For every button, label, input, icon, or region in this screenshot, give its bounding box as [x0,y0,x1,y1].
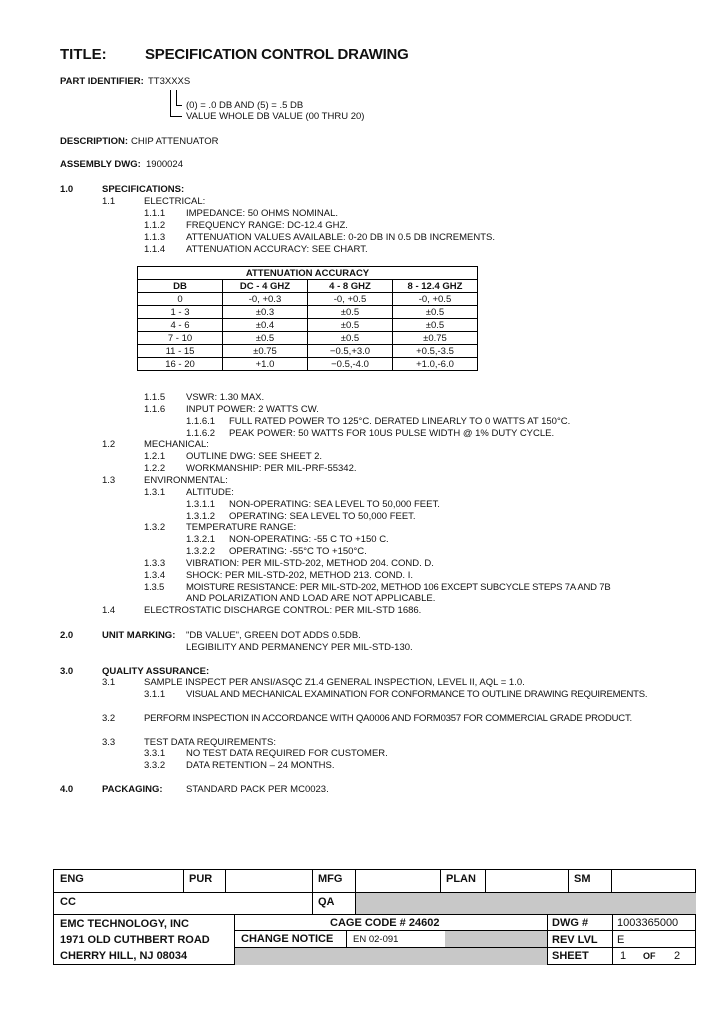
change-notice-label: CHANGE NOTICE [241,933,334,945]
company-name: EMC TECHNOLOGY, INC [60,918,189,930]
item-number: 1.3.1.2 [186,511,216,522]
table-cell: 4 - 6 [138,319,223,332]
item-text: SHOCK: PER MIL-STD-202, METHOD 213. COND. I. [186,570,413,581]
bracket-line [176,105,182,106]
item-number: 1.1.4 [144,244,166,255]
attenuation-table [137,266,478,371]
table-cell: 7 - 10 [138,332,223,345]
cc-label: CC [60,896,76,908]
table-cell: ±0.5 [308,332,393,345]
table-cell: ±0.75 [393,332,478,345]
table-cell: −0.5,-4.0 [308,358,393,371]
table-row [138,332,478,345]
table-cell: -0, +0.5 [308,293,393,306]
grey-fill [235,948,547,965]
section-number: 4.0 [60,784,74,795]
item-number: 1.2.1 [144,451,166,462]
mfg-label: MFG [318,873,343,885]
table-cell: ±0.5 [308,319,393,332]
divider [440,869,441,893]
item-number: 1.3.2.1 [186,534,216,545]
part-identifier-value: TT3XXXS [148,76,191,87]
item-number: 1.1.2 [144,220,166,231]
column-header: DB [138,280,223,293]
assembly-value: 1900024 [146,159,183,170]
cage-code: CAGE CODE # 24602 [330,917,440,929]
item-text: IMPEDANCE: 50 OHMS NOMINAL. [186,208,339,219]
item-text: TEST DATA REQUIREMENTS: [144,737,276,748]
table-title-row [138,267,478,280]
title-label: TITLE: [60,46,107,63]
table-cell: 1 - 3 [138,306,223,319]
divider [485,869,486,893]
description-value: CHIP ATTENUATOR [131,136,219,147]
table-cell: ±0.4 [223,319,308,332]
table-cell: ±0.5 [223,332,308,345]
section-number: 1.0 [60,184,74,195]
item-text: VSWR: 1.30 MAX. [186,392,265,403]
item-number: 1.4 [102,605,116,616]
item-text: ATTENUATION VALUES AVAILABLE: 0-20 DB IN 0.5 DB INCREMENTS. [186,232,496,243]
item-number: 1.1.6.2 [186,428,216,439]
table-row [138,345,478,358]
table-cell: +1.0,-6.0 [393,358,478,371]
bracket-line [176,90,177,106]
divider [183,869,184,893]
item-number: 1.1.6 [144,404,166,415]
item-number: 3.1 [102,677,116,688]
page-title: SPECIFICATION CONTROL DRAWING [145,46,409,63]
item-number: 3.3.1 [144,748,166,759]
section-number: 3.0 [60,666,74,677]
item-text: TEMPERATURE RANGE: [186,522,297,533]
divider [312,869,313,915]
item-text: "DB VALUE", GREEN DOT ADDS 0.5DB. [186,630,361,641]
item-number: 1.3.4 [144,570,166,581]
table-cell: ±0.5 [308,306,393,319]
eng-label: ENG [60,873,84,885]
table-cell: 16 - 20 [138,358,223,371]
bracket-line [170,116,182,117]
item-text: AND POLARIZATION AND LOAD ARE NOT APPLICABLE. [186,593,436,604]
table-cell: ±0.75 [223,345,308,358]
item-text: INPUT POWER: 2 WATTS CW. [186,404,319,415]
item-number: 1.3.3 [144,558,166,569]
item-number: 1.3.2.2 [186,546,216,557]
table-cell: -0, +0.5 [393,293,478,306]
item-text: SAMPLE INSPECT PER ANSI/ASQC Z1.4 GENERAL INSPECTION, LEVEL II, AQL = 1.0. [144,677,525,688]
table-cell: 11 - 15 [138,345,223,358]
item-text: VISUAL AND MECHANICAL EXAMINATION FOR CONFORMANCE TO OUTLINE DRAWING REQUIREMENTS. [186,689,648,700]
item-text: OPERATING: SEA LEVEL TO 50,000 FEET. [229,511,416,522]
item-number: 3.1.1 [144,689,166,700]
item-text: OPERATING: -55°C TO +150°C. [229,546,367,557]
section-title-specifications: SPECIFICATIONS: [102,184,185,195]
part-identifier-label: PART IDENTIFIER: [60,76,144,87]
item-number: 1.3 [102,475,116,486]
divider [547,914,548,965]
item-text: ATTENUATION ACCURACY: SEE CHART. [186,244,368,255]
table-cell: +1.0 [223,358,308,371]
bracket-line [170,90,171,117]
item-text: WORKMANSHIP: PER MIL-PRF-55342. [186,463,357,474]
section-title-packaging: PACKAGING: [102,784,163,795]
dwg-value: 1003365000 [617,917,679,929]
item-text: ELECTRICAL: [144,196,206,207]
item-text: MECHANICAL: [144,439,209,450]
table-cell: −0.5,+3.0 [308,345,393,358]
item-text: OUTLINE DWG: SEE SHEET 2. [186,451,323,462]
table-row [138,319,478,332]
item-number: 3.2 [102,713,116,724]
item-number: 3.3.2 [144,760,166,771]
table-row [138,306,478,319]
section-number: 2.0 [60,630,74,641]
sm-label: SM [574,873,591,885]
company-address-1: 1971 OLD CUTHBERT ROAD [60,934,210,946]
column-header: DC - 4 GHZ [223,280,308,293]
pur-label: PUR [189,873,213,885]
item-number: 1.2.2 [144,463,166,474]
table-cell: -0, +0.3 [223,293,308,306]
table-row [138,358,478,371]
item-text: ALTITUDE: [186,487,234,498]
dwg-label: DWG # [552,917,589,929]
section-title-marking: UNIT MARKING: [102,630,176,641]
item-number: 1.1.3 [144,232,166,243]
column-header: 4 - 8 GHZ [308,280,393,293]
table-title: ATTENUATION ACCURACY [138,267,478,280]
sheet-total: 2 [674,950,681,962]
divider [225,869,226,893]
divider [612,914,613,965]
item-number: 1.3.5 [144,582,165,593]
plan-label: PLAN [446,873,476,885]
item-number: 1.3.1 [144,487,166,498]
rev-label: REV LVL [552,934,598,946]
sheet-of: OF [643,951,656,961]
item-text: MOISTURE RESISTANCE: PER MIL-STD-202, METHOD 106 EXCEPT SUBCYCLE STEPS 7A AND 7B [186,582,611,593]
section-title-quality: QUALITY ASSURANCE: [102,666,210,677]
item-number: 1.1.6.1 [186,416,216,427]
item-number: 1.2 [102,439,116,450]
item-number: 1.3.1.1 [186,499,216,510]
item-number: 1.1.1 [144,208,166,219]
table-cell: +0.5,-3.5 [393,345,478,358]
item-number: 3.3 [102,737,116,748]
part-note-1: (0) = .0 DB AND (5) = .5 DB [186,100,304,111]
column-header: 8 - 12.4 GHZ [393,280,478,293]
divider [568,869,569,893]
qa-label: QA [318,896,335,908]
item-number: 1.1.5 [144,392,166,403]
divider [53,914,696,915]
part-note-2: VALUE WHOLE DB VALUE (00 THRU 20) [186,111,365,122]
item-text: VIBRATION: PER MIL-STD-202, METHOD 204. COND. D. [186,558,434,569]
item-text: NO TEST DATA REQUIRED FOR CUSTOMER. [186,748,388,759]
sheet-label: SHEET [552,950,589,962]
assembly-label: ASSEMBLY DWG: [60,159,141,170]
item-text: NON-OPERATING: -55 C TO +150 C. [229,534,389,545]
table-cell: ±0.5 [393,306,478,319]
divider [346,930,347,948]
item-text: FULL RATED POWER TO 125°C. DERATED LINEARLY TO 0 WATTS AT 150°C. [229,416,571,427]
item-text: ELECTROSTATIC DISCHARGE CONTROL: PER MIL-STD 1686. [144,605,422,616]
item-text: FREQUENCY RANGE: DC-12.4 GHZ. [186,220,348,231]
item-text: DATA RETENTION – 24 MONTHS. [186,760,335,771]
table-header-row [138,280,478,293]
item-text: LEGIBILITY AND PERMANENCY PER MIL-STD-130. [186,642,413,653]
item-text: STANDARD PACK PER MC0023. [186,784,329,795]
item-text: ENVIRONMENTAL: [144,475,228,486]
rev-value: E [617,934,625,946]
divider [611,869,612,893]
item-number: 1.3.2 [144,522,166,533]
item-text: PEAK POWER: 50 WATTS FOR 10US PULSE WIDTH @ 1% DUTY CYCLE. [229,428,555,439]
table-cell: 0 [138,293,223,306]
item-number: 1.1 [102,196,116,207]
company-address-2: CHERRY HILL, NJ 08034 [60,950,188,962]
grey-fill [356,893,696,914]
item-text: PERFORM INSPECTION IN ACCORDANCE WITH QA0006 AND FORM0357 FOR COMMERCIAL GRADE PRODUCT. [144,713,632,724]
table-cell: ±0.5 [393,319,478,332]
sheet-number: 1 [620,950,627,962]
description-label: DESCRIPTION: [60,136,129,147]
change-notice-value: EN 02-091 [353,934,399,945]
grey-fill [445,931,547,947]
table-row [138,293,478,306]
item-text: NON-OPERATING: SEA LEVEL TO 50,000 FEET. [229,499,440,510]
table-cell: ±0.3 [223,306,308,319]
